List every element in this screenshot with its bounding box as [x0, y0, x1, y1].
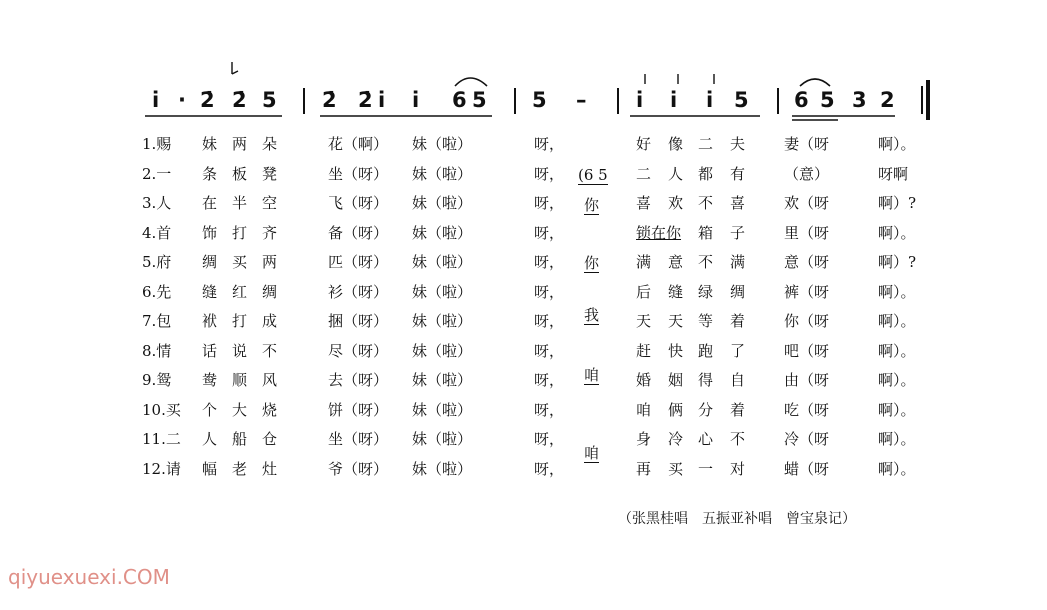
lyric-cell: 意 — [668, 253, 684, 271]
lyric-cell: 跑 — [698, 341, 714, 360]
lyric-cell: 不 — [730, 430, 746, 448]
lyric-cell: 心 — [698, 430, 714, 448]
lyric-cell: 后 — [636, 282, 652, 301]
lyric-cell: 天 — [668, 312, 684, 330]
lyric-cell: 喜 — [730, 194, 746, 212]
lyric-cell: 12.请 — [142, 459, 181, 478]
slur-marks — [455, 78, 830, 86]
lyric-cell: 衫（呀） — [328, 282, 389, 301]
lyric-cell: 呀， — [534, 223, 565, 242]
lyric-cell: 呀， — [534, 459, 565, 478]
notation-note: i — [378, 88, 386, 112]
site-watermark: qiyuexuexi.COM — [8, 565, 170, 589]
lyric-cell: 齐 — [262, 223, 278, 242]
lyric-cell: 赶 — [636, 341, 652, 360]
notation-note: 3 — [852, 88, 867, 112]
lyric-cell: 朵 — [262, 135, 278, 153]
notation-note: 6 — [794, 88, 809, 112]
lyric-cell: 匹（呀） — [328, 253, 389, 271]
lyric-cell: 备（呀） — [328, 223, 389, 242]
lyric-cell: 着 — [730, 312, 746, 330]
lyric-cell: 饰 — [202, 223, 218, 242]
lyric-cell: 冷 — [668, 430, 684, 448]
lyric-cell: 吃（呀 — [784, 400, 830, 419]
lyric-cell: 身 — [636, 430, 652, 448]
interlude-word: 咱 — [584, 366, 600, 384]
lyric-cell: 绸 — [202, 253, 218, 271]
lyric-cell: 你（呀 — [784, 312, 830, 330]
lyric-cell: 人 — [202, 430, 218, 448]
lyric-cell: 欢（呀 — [784, 194, 830, 212]
lyric-cell: 妹（啦） — [412, 341, 473, 360]
lyric-cell: 买 — [668, 459, 684, 478]
lyric-cell: 快 — [668, 341, 684, 360]
lyric-cell: 裤（呀 — [784, 282, 830, 301]
notation-note: 5 — [472, 88, 487, 112]
lyric-cell: 呀， — [534, 282, 565, 301]
lyric-cell: 大 — [232, 400, 248, 419]
lyric-cell: 呀， — [534, 194, 565, 212]
lyric-cell: 一 — [698, 459, 714, 478]
lyric-cell: 啊）。 — [878, 430, 916, 448]
lyric-cell: 话 — [202, 341, 218, 360]
lyric-cell: 冷（呀 — [784, 430, 830, 448]
lyric-cell: 5.府 — [142, 253, 172, 271]
notation-note: 2̇ — [322, 88, 337, 112]
lyric-cell: 子 — [730, 223, 746, 242]
lyric-cell: 捆（呀） — [328, 312, 389, 330]
notation-note: 2̇ — [358, 88, 373, 112]
lyric-cell: 飞（呀） — [328, 194, 389, 212]
lyric-cell: 啊）。 — [878, 341, 916, 360]
lyric-cell: 呀， — [534, 135, 565, 153]
lyric-cell: 妹（啦） — [412, 135, 473, 153]
lyric-cell: 呀， — [534, 312, 565, 330]
lyric-cell: 爷（呀） — [328, 459, 389, 478]
lyric-cell: 4.首 — [142, 223, 172, 242]
lyric-cell: 尽（呀） — [328, 341, 389, 360]
lyric-cell: 对 — [730, 459, 746, 478]
notation-note: 2 — [880, 88, 895, 112]
lyric-cell: 欢 — [668, 194, 684, 212]
lyric-cell: 幅 — [202, 459, 218, 478]
lyric-cell: 满 — [730, 253, 746, 271]
lyric-cell: 二 — [698, 135, 714, 153]
lyric-cell: 啊）。 — [878, 282, 916, 301]
lyric-cell: 自 — [730, 371, 746, 389]
lyric-cell: 两 — [262, 253, 278, 271]
lyric-cell: 不 — [698, 194, 714, 212]
lyric-cell: 啊）。 — [878, 400, 916, 419]
lyric-cell: 妹（啦） — [412, 253, 473, 271]
grace-notes — [232, 62, 714, 84]
lyric-cell: 船 — [232, 430, 248, 448]
lyric-cell: 呀， — [534, 341, 565, 360]
lyric-cell: 啊）。 — [878, 135, 916, 153]
lyric-cell: 8.情 — [142, 341, 172, 360]
lyric-cell: 箱 — [698, 223, 714, 242]
beam-lines — [145, 116, 895, 120]
lyric-cell: 鸯 — [202, 371, 218, 389]
lyric-cell: 啊）? — [878, 194, 917, 212]
performer-credits: （张黑桂唱 五振亚补唱 曾宝泉记） — [618, 511, 856, 527]
lyric-cell: 坐（呀） — [328, 164, 389, 183]
lyric-cell: 妹（啦） — [412, 430, 473, 448]
notation-note: i — [412, 88, 420, 112]
lyric-cell: 呀， — [534, 253, 565, 271]
lyric-cell: 顺 — [232, 371, 248, 389]
lyric-cell: 饼（呀） — [328, 400, 389, 419]
notation-note: – — [576, 88, 587, 112]
lyric-cell: 10.买 — [142, 400, 181, 419]
lyric-cell: 俩 — [668, 400, 684, 419]
lyric-cell: 着 — [730, 400, 746, 419]
lyric-cell: 打 — [232, 223, 248, 242]
lyric-cell: 绿 — [698, 282, 714, 301]
lyric-cell: 灶 — [262, 459, 278, 478]
lyric-cell: 1.赐 — [142, 135, 172, 153]
lyric-cell: 打 — [232, 312, 248, 330]
lyric-cell: 好 — [636, 135, 652, 153]
lyric-cell: 9.鸳 — [142, 371, 172, 389]
interlude-notes: (6 5 — [578, 166, 608, 184]
interlude-word: 我 — [584, 306, 600, 324]
lyric-cell: 说 — [232, 341, 248, 360]
lyric-cell: 得 — [698, 371, 714, 389]
lyric-cell: 二 — [636, 164, 652, 183]
lyric-cell: 风 — [262, 371, 278, 389]
lyric-cell: 呀， — [534, 164, 565, 183]
lyric-cell: 妻（呀 — [784, 135, 830, 153]
lyric-cell: 妹（啦） — [412, 312, 473, 330]
lyric-cell: 7.包 — [142, 312, 172, 330]
notation-note: 5 — [262, 88, 277, 112]
lyric-cell: 去（呀） — [328, 371, 389, 389]
lyric-cell: 3.人 — [142, 194, 172, 212]
lyric-cell: 妹（啦） — [412, 194, 473, 212]
lyric-cell: 啊）。 — [878, 312, 916, 330]
lyric-cell: 两 — [232, 135, 248, 153]
lyric-cell: 啊）。 — [878, 371, 916, 389]
lyric-cell: 妹（啦） — [412, 164, 473, 183]
lyric-cell: 条 — [202, 164, 218, 183]
notation-note: i — [636, 88, 644, 112]
lyric-cell: 啊）。 — [878, 459, 916, 478]
lyric-cell: 啊）? — [878, 253, 917, 271]
lyric-cell: 空 — [262, 194, 278, 212]
notation-note: i — [670, 88, 678, 112]
notation-note: i — [706, 88, 714, 112]
lyric-cell: 绸 — [730, 282, 746, 301]
lyric-cell: 都 — [698, 164, 714, 183]
notation-note: 5 — [532, 88, 547, 112]
lyric-cell: 锁在你 — [636, 223, 682, 242]
lyric-cell: 在 — [202, 194, 218, 212]
lyric-cell: 呀， — [534, 430, 565, 448]
lyric-cell: 缝 — [668, 282, 684, 301]
lyric-cell: 个 — [202, 400, 218, 419]
lyric-cell: 妹（啦） — [412, 223, 473, 242]
lyric-cell: 呀， — [534, 400, 565, 419]
interlude-word: 你 — [584, 196, 600, 214]
lyric-cell: 人 — [668, 164, 684, 183]
lyric-cell: 老 — [232, 459, 248, 478]
lyric-cell: 夫 — [730, 135, 746, 153]
lyric-cell: 再 — [636, 459, 652, 478]
lyric-cell: 坐（呀） — [328, 430, 389, 448]
lyric-cell: 买 — [232, 253, 248, 271]
notation-note: · — [178, 88, 186, 112]
lyric-cell: 不 — [698, 253, 714, 271]
lyric-cell: 不 — [262, 341, 278, 360]
lyric-cell: 呀啊 — [878, 164, 909, 183]
lyric-cell: 红 — [232, 282, 248, 301]
lyric-cell: 由（呀 — [784, 371, 830, 389]
lyric-cell: 喜 — [636, 194, 652, 212]
lyric-cell: 仓 — [262, 430, 278, 448]
lyric-cell: 天 — [636, 312, 652, 330]
lyric-cell: 妹（啦） — [412, 459, 473, 478]
notation-note: i — [152, 88, 160, 112]
lyric-cell: 绸 — [262, 282, 278, 301]
lyric-cell: 袱 — [202, 312, 218, 330]
lyric-cell: 妹 — [202, 135, 218, 153]
lyric-cell: 妹（啦） — [412, 282, 473, 301]
lyric-cell: 缝 — [202, 282, 218, 301]
notation-note: 2̇ — [200, 88, 215, 112]
lyric-cell: 凳 — [262, 164, 278, 183]
lyric-cell: 分 — [698, 400, 714, 419]
lyric-cell: 妹（啦） — [412, 371, 473, 389]
lyric-cell: 半 — [232, 194, 248, 212]
lyric-cell: 婚 — [636, 371, 652, 389]
lyric-cell: 像 — [668, 135, 684, 153]
lyric-cell: （意） — [784, 164, 830, 183]
lyric-cell: 呀， — [534, 371, 565, 389]
lyric-cell: 有 — [730, 164, 746, 183]
lyric-cell: 6.先 — [142, 282, 172, 301]
lyric-cell: 意（呀 — [784, 253, 830, 271]
lyric-cell: 烧 — [262, 400, 278, 419]
lyric-cell: 2.一 — [142, 164, 172, 183]
lyric-cell: 11.二 — [142, 430, 181, 448]
lyric-cell: 成 — [262, 312, 278, 330]
lyric-cell: 蜡（呀 — [784, 459, 830, 478]
notation-note: 5 — [820, 88, 835, 112]
lyric-cell: 里（呀 — [784, 223, 830, 242]
lyric-cell: 啊）。 — [878, 223, 916, 242]
notation-note: 6 — [452, 88, 467, 112]
lyric-cell: 花（啊） — [328, 135, 389, 153]
interlude-word: 咱 — [584, 444, 600, 462]
lyric-cell: 咱 — [636, 400, 652, 419]
interlude-word: 你 — [584, 254, 600, 272]
lyric-cell: 满 — [636, 253, 652, 271]
lyric-cell: 板 — [232, 164, 248, 183]
lyric-cell: 吧（呀 — [784, 341, 830, 360]
notation-note: 5 — [734, 88, 749, 112]
lyric-cell: 等 — [698, 312, 714, 330]
notation-note: 2̇ — [232, 88, 247, 112]
lyric-cell: 妹（啦） — [412, 400, 473, 419]
lyric-cell: 了 — [730, 341, 746, 360]
lyric-cell: 姻 — [668, 371, 684, 389]
